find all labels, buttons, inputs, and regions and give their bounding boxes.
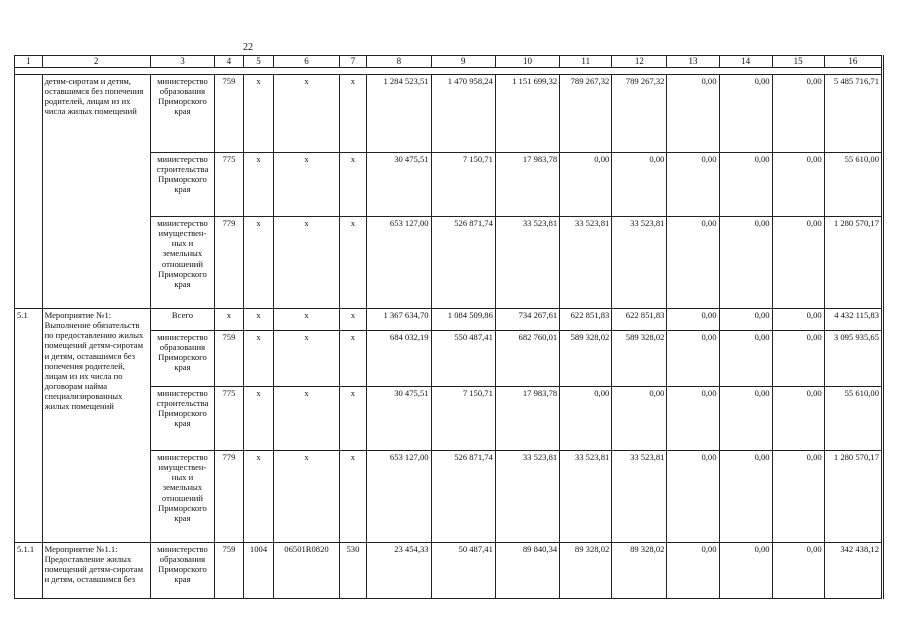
value-cell: х bbox=[274, 217, 339, 309]
budget-table bbox=[14, 55, 884, 599]
column-header: 1 bbox=[15, 56, 43, 68]
value-cell: х bbox=[274, 309, 339, 331]
value-cell: 682 760,01 bbox=[495, 331, 559, 387]
value-cell: х bbox=[243, 387, 274, 451]
executor-cell: Всего bbox=[150, 309, 214, 331]
value-cell: 33 523,81 bbox=[495, 217, 559, 309]
value-cell: х bbox=[339, 153, 367, 217]
value-cell: 0,00 bbox=[667, 75, 719, 153]
value-cell: 0,00 bbox=[667, 309, 719, 331]
value-cell: х bbox=[339, 75, 367, 153]
value-cell: 684 032,19 bbox=[367, 331, 431, 387]
value-cell: 7 150,71 bbox=[431, 387, 495, 451]
value-cell: 0,00 bbox=[719, 451, 772, 543]
value-cell: 759 bbox=[215, 75, 244, 153]
value-cell: х bbox=[339, 451, 367, 543]
column-header: 16 bbox=[824, 56, 882, 68]
value-cell: 779 bbox=[215, 217, 244, 309]
row-number-cell: 5.1.1 bbox=[15, 543, 43, 599]
value-cell: 33 523,81 bbox=[495, 451, 559, 543]
measure-name-cell: детям-сиротам и детям, оставшимся без попечения родителей, лицам из их числа жилых помещений bbox=[42, 75, 150, 309]
value-cell: 775 bbox=[215, 387, 244, 451]
column-header: 6 bbox=[274, 56, 339, 68]
value-cell: 779 bbox=[215, 451, 244, 543]
column-header: 2 bbox=[42, 56, 150, 68]
value-cell: 55 610,00 bbox=[824, 387, 882, 451]
value-cell: х bbox=[243, 217, 274, 309]
column-header: 8 bbox=[367, 56, 431, 68]
value-cell: 1 280 570,17 bbox=[824, 217, 882, 309]
value-cell: 50 487,41 bbox=[431, 543, 495, 599]
table-row bbox=[15, 543, 883, 599]
value-cell: 0,00 bbox=[772, 543, 824, 599]
executor-cell: министерство образования Приморского края bbox=[150, 543, 214, 599]
value-cell: 653 127,00 bbox=[367, 451, 431, 543]
value-cell: 0,00 bbox=[667, 387, 719, 451]
value-cell: 30 475,51 bbox=[367, 153, 431, 217]
value-cell: 33 523,81 bbox=[560, 451, 612, 543]
value-cell: 3 095 935,65 bbox=[824, 331, 882, 387]
column-header: 14 bbox=[719, 56, 772, 68]
value-cell: х bbox=[274, 387, 339, 451]
value-cell: 759 bbox=[215, 543, 244, 599]
value-cell: 0,00 bbox=[612, 153, 667, 217]
value-cell: 1 084 509,86 bbox=[431, 309, 495, 331]
value-cell: х bbox=[215, 309, 244, 331]
column-header: 15 bbox=[772, 56, 824, 68]
value-cell: 653 127,00 bbox=[367, 217, 431, 309]
value-cell: 734 267,61 bbox=[495, 309, 559, 331]
value-cell: 0,00 bbox=[719, 331, 772, 387]
column-header: 10 bbox=[495, 56, 559, 68]
value-cell: х bbox=[243, 451, 274, 543]
column-header: 11 bbox=[560, 56, 612, 68]
value-cell: 0,00 bbox=[719, 543, 772, 599]
value-cell: 0,00 bbox=[719, 217, 772, 309]
spacer-row bbox=[15, 68, 883, 75]
value-cell: 0,00 bbox=[560, 387, 612, 451]
column-header: 13 bbox=[667, 56, 719, 68]
row-number-cell: 5.1 bbox=[15, 309, 43, 543]
value-cell: 0,00 bbox=[667, 217, 719, 309]
value-cell: х bbox=[243, 331, 274, 387]
value-cell: 4 432 115,83 bbox=[824, 309, 882, 331]
value-cell: 0,00 bbox=[667, 331, 719, 387]
column-header: 4 bbox=[215, 56, 244, 68]
value-cell: 0,00 bbox=[772, 309, 824, 331]
value-cell: 1 280 570,17 bbox=[824, 451, 882, 543]
value-cell: 526 871,74 bbox=[431, 451, 495, 543]
value-cell: 759 bbox=[215, 331, 244, 387]
value-cell: 1 151 699,32 bbox=[495, 75, 559, 153]
value-cell: 0,00 bbox=[772, 451, 824, 543]
column-header: 3 bbox=[150, 56, 214, 68]
value-cell: 530 bbox=[339, 543, 367, 599]
value-cell: х bbox=[274, 153, 339, 217]
value-cell: 622 851,83 bbox=[612, 309, 667, 331]
executor-cell: министерство имуществен- ных и земельных отношений Приморского края bbox=[150, 217, 214, 309]
value-cell: х bbox=[339, 309, 367, 331]
row-number-cell bbox=[15, 75, 43, 309]
value-cell: 622 851,83 bbox=[560, 309, 612, 331]
value-cell: 0,00 bbox=[772, 75, 824, 153]
value-cell: х bbox=[274, 331, 339, 387]
value-cell: х bbox=[243, 309, 274, 331]
value-cell: 342 438,12 bbox=[824, 543, 882, 599]
value-cell: 30 475,51 bbox=[367, 387, 431, 451]
value-cell: х bbox=[274, 451, 339, 543]
value-cell: 0,00 bbox=[772, 153, 824, 217]
executor-cell: министерство образования Приморского края bbox=[150, 331, 214, 387]
executor-cell: министерство образования Приморского края bbox=[150, 75, 214, 153]
value-cell: х bbox=[339, 217, 367, 309]
value-cell: 55 610,00 bbox=[824, 153, 882, 217]
value-cell: х bbox=[339, 331, 367, 387]
column-header: 7 bbox=[339, 56, 367, 68]
value-cell: 17 983,78 bbox=[495, 387, 559, 451]
value-cell: 33 523,81 bbox=[612, 217, 667, 309]
value-cell: 17 983,78 bbox=[495, 153, 559, 217]
value-cell: 06501R0820 bbox=[274, 543, 339, 599]
table-row bbox=[15, 75, 883, 153]
value-cell: 0,00 bbox=[719, 387, 772, 451]
value-cell: 789 267,32 bbox=[612, 75, 667, 153]
executor-cell: министерство строительства Приморского края bbox=[150, 387, 214, 451]
value-cell: 0,00 bbox=[719, 309, 772, 331]
value-cell: х bbox=[243, 153, 274, 217]
value-cell: 0,00 bbox=[560, 153, 612, 217]
table-row bbox=[15, 309, 883, 331]
value-cell: 0,00 bbox=[772, 331, 824, 387]
header-row bbox=[15, 56, 883, 68]
column-header: 12 bbox=[612, 56, 667, 68]
value-cell: 1 470 958,24 bbox=[431, 75, 495, 153]
value-cell: 789 267,32 bbox=[560, 75, 612, 153]
value-cell: 1004 bbox=[243, 543, 274, 599]
value-cell: 7 150,71 bbox=[431, 153, 495, 217]
value-cell: 0,00 bbox=[667, 153, 719, 217]
column-header: 9 bbox=[431, 56, 495, 68]
value-cell: 33 523,81 bbox=[560, 217, 612, 309]
value-cell: 5 485 716,71 bbox=[824, 75, 882, 153]
measure-name-cell: Мероприятие №1.1: Предоставление жилых помещений детям-сиротам и детям, оставшимся без bbox=[42, 543, 150, 599]
executor-cell: министерство имуществен- ных и земельных отношений Приморского края bbox=[150, 451, 214, 543]
value-cell: 1 367 634,70 bbox=[367, 309, 431, 331]
value-cell: 589 328,02 bbox=[560, 331, 612, 387]
value-cell: 775 bbox=[215, 153, 244, 217]
value-cell: х bbox=[274, 75, 339, 153]
value-cell: 0,00 bbox=[667, 451, 719, 543]
spacer-cell bbox=[15, 68, 883, 75]
value-cell: 526 871,74 bbox=[431, 217, 495, 309]
value-cell: 589 328,02 bbox=[612, 331, 667, 387]
value-cell: 0,00 bbox=[772, 387, 824, 451]
page-number: 22 bbox=[243, 42, 253, 53]
value-cell: 0,00 bbox=[612, 387, 667, 451]
value-cell: 1 284 523,51 bbox=[367, 75, 431, 153]
value-cell: 89 840,34 bbox=[495, 543, 559, 599]
value-cell: 0,00 bbox=[719, 153, 772, 217]
value-cell: 0,00 bbox=[667, 543, 719, 599]
value-cell: 0,00 bbox=[772, 217, 824, 309]
value-cell: 89 328,02 bbox=[612, 543, 667, 599]
column-header: 5 bbox=[243, 56, 274, 68]
value-cell: х bbox=[339, 387, 367, 451]
value-cell: 33 523,81 bbox=[612, 451, 667, 543]
value-cell: 89 328,02 bbox=[560, 543, 612, 599]
value-cell: 23 454,33 bbox=[367, 543, 431, 599]
value-cell: 0,00 bbox=[719, 75, 772, 153]
value-cell: х bbox=[243, 75, 274, 153]
value-cell: 550 487,41 bbox=[431, 331, 495, 387]
executor-cell: министерство строительства Приморского края bbox=[150, 153, 214, 217]
measure-name-cell: Мероприятие №1: Выполнение обязательств по предоставлению жилых помещений детям-сиротам и детям, оставшимся без попечения родителей, лицам из их числа по договорам найма специализированных жилых помещений bbox=[42, 309, 150, 543]
